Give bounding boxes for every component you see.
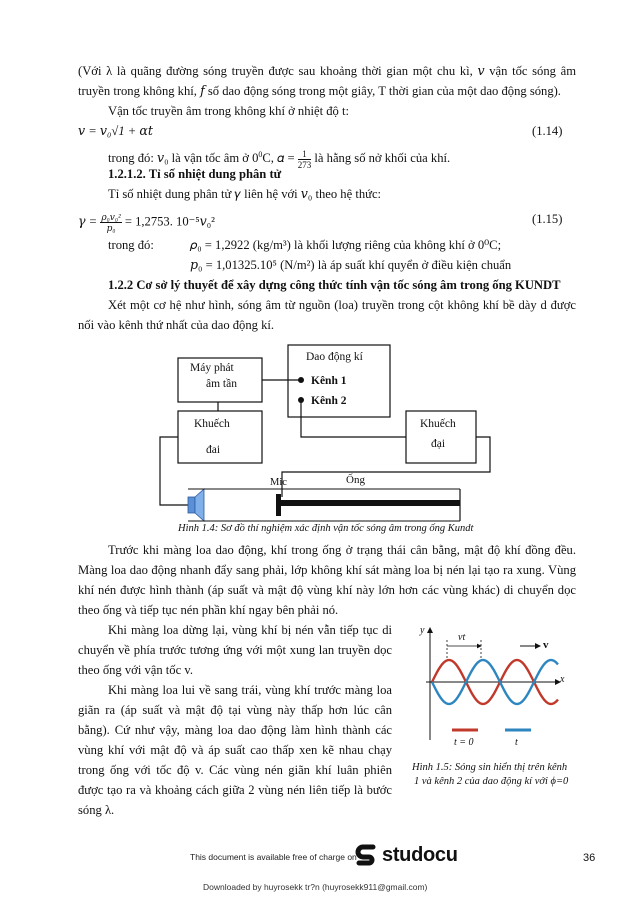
text-line: trong ống với tốc độ v. Các vùng nén giãn khí luân phiên: [78, 763, 392, 777]
generator-label: Máy phát: [190, 362, 234, 374]
text-line: Khi màng loa dừng lại, vùng khí bị nén vẫn tiếp tục di: [108, 623, 392, 637]
amplifier-right-label: Khuếch: [420, 418, 456, 430]
mic-rod: [278, 500, 460, 506]
x-axis-label: x: [560, 674, 565, 685]
amplifier-left-label: Khuếch: [194, 418, 230, 430]
amplifier-left-label: đai: [206, 444, 221, 456]
text-line: theo ống và tiếp tục nén phần khí ngay bên phải nó.: [78, 603, 339, 617]
figure-caption: Hình 1.4: Sơ đồ thí nghiệm xác định vận tốc sóng âm trong ống Kundt: [178, 523, 474, 534]
text-line: 𝑝₀ = 1,01325.10⁵ (N/m²) là áp suất khí quyển ở điều kiện chuẩn: [190, 258, 512, 272]
speaker-icon: [188, 489, 204, 521]
legend-t-label: t: [515, 737, 518, 748]
fraction: $\frac{1}{273}$: [297, 148, 312, 170]
channel-1-label: Kênh 1: [311, 375, 347, 387]
oscilloscope-label: Dao động kí: [306, 351, 363, 363]
vt-label: vt: [458, 632, 466, 643]
text-line: Màng loa dao động nhanh đẩy sang phải, lớp không khí sát màng loa bị nén lại tạo ra xung. Vùng: [78, 563, 576, 577]
legend-t0-label: t = 0: [454, 737, 474, 748]
text-line: 𝜌₀ = 1,2922 (kg/m³) là khối lượng riêng của không khí ở 0⁰C;: [190, 238, 502, 252]
wave-t: [432, 660, 558, 704]
download-notice: Downloaded by huyrosekk tr?n (huyrosekk911@gmail.com): [203, 882, 428, 892]
figure-caption: 1 và kênh 2 của dao động kí với ϕ=0: [414, 776, 569, 787]
text-line: theo ống với vận tốc v.: [78, 663, 193, 677]
studocu-logo[interactable]: [353, 842, 458, 868]
text-line: Vận tốc truyền âm trong không khí ở nhiệt độ t:: [108, 104, 350, 118]
mic-label: Mic: [270, 477, 287, 488]
equation-1-15: 𝛾 = $\frac{\text{𝜌₀𝑣₀²}}{\text{𝑝₀}}$ = 1,2753. 10⁻⁵𝑣₀²: [78, 212, 215, 233]
text-line: trong đó: 𝑣₀ là vận tốc âm ở $0^0C$, 𝛼 = $\frac{1}{273}$ là hằng số nở khối của khí.: [108, 148, 451, 170]
text-line: Xét một cơ hệ như hình, sóng âm từ nguồn (loa) truyền trong cột không khí bề dày d được: [108, 298, 576, 312]
equation-number: (1.15): [532, 212, 563, 226]
text-line: khí nén được hình thành (áp suất và mật độ vùng khí này lớn hơn các vùng khác) di chuyển dọc: [78, 583, 576, 597]
mic-head: [276, 494, 281, 516]
velocity-label: v: [543, 639, 549, 651]
equation-number: (1.14): [532, 124, 563, 138]
section-heading: 1.2.1.2. Tỉ số nhiệt dung phân tử: [108, 167, 282, 181]
text-line: vùng khí với mật độ và áp suất cao thấp xen kẽ nhau chạy: [78, 743, 392, 757]
studocu-brand: studocu: [382, 843, 458, 866]
text-line: trong đó:: [108, 238, 154, 252]
amplifier-right-label: đại: [431, 438, 446, 450]
fraction: $\frac{\text{𝜌₀𝑣₀²}}{\text{𝑝₀}}$: [101, 212, 121, 233]
footer-availability: This document is available free of charge on: [190, 852, 357, 862]
studocu-logo-icon: [353, 842, 379, 868]
text-line: nối vào kênh thứ nhất của dao động kí.: [78, 318, 275, 332]
text-line: Tỉ số nhiệt dung phân tử 𝛾 liên hệ với 𝑣₀ theo hệ thức:: [108, 187, 382, 201]
page-number: 36: [583, 852, 596, 864]
text-line: được tạo ra và khoảng cách giữa 2 vùng nén liên tiếp là bước: [78, 783, 392, 797]
equation-1-14: 𝑣 = 𝑣₀√1 + 𝛼𝑡: [78, 124, 153, 138]
y-axis-label: y: [420, 625, 425, 636]
text-line: giãn ra (áp suất và mật độ tại vùng này thấp hơn lúc cân: [78, 703, 392, 717]
tube-label: Ống: [346, 474, 365, 486]
text-line: Khi màng loa lui về sang trái, vùng khí trước màng loa: [108, 683, 392, 697]
text-line: truyền trong không khí, 𝑓 số dao động sóng trong một giây, T thời gian của một dao động sóng).: [78, 84, 561, 98]
wave-t0: [432, 660, 558, 704]
text-line: Trước khi màng loa dao động, khí trong ống ở trạng thái cân bằng, mật độ khí đồng đều.: [108, 543, 576, 557]
text-line: sóng λ.: [78, 803, 115, 817]
generator-label: âm tần: [206, 378, 237, 390]
figure-caption: Hình 1.5: Sóng sin hiển thị trên kênh: [412, 762, 568, 773]
text-line: (Với λ là quãng đường sóng truyền được sau khoảng thời gian một chu kì, 𝑣 vận tốc sóng âm: [78, 64, 576, 78]
tube: [188, 489, 460, 521]
section-heading: 1.2.2 Cơ sở lý thuyết để xây dựng công thức tính vận tốc sóng âm trong ống KUNDT: [108, 278, 561, 292]
channel-2-label: Kênh 2: [311, 395, 347, 407]
text-line: bằng). Cứ như vậy, màng loa dao động làm hình thành các: [78, 723, 392, 737]
text-line: chuyển về phía trước tương ứng với một xung lan truyền dọc: [78, 643, 392, 657]
